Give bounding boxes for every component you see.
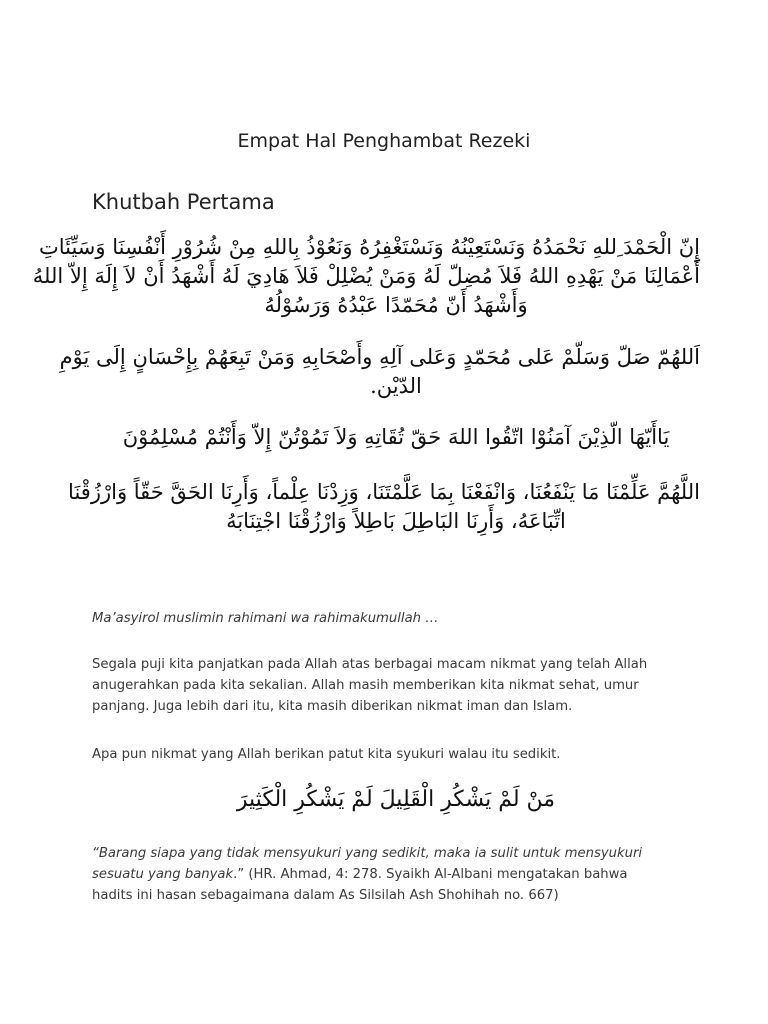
paragraph-line — [92, 843, 682, 864]
arabic-line: إِنّ الْحَمْدَ ِللهِ نَحْمَدُهُ وَنَسْتَعِيْنُهُ وَنَسْتَغْفِرُهُ وَنَعُوْذُ بِاللهِ مِنْ شُرُوْرِ أَنْفُسِنَا وَسَيِّئَاتِ — [38, 235, 700, 259]
hadith-translation-paragraph — [92, 843, 682, 906]
arabic-line: وَأَشْهَدُ أَنّ مُحَمّدًا عَبْدُهُ وَرَسُوْلُهُ — [264, 293, 528, 317]
arabic-line: اتِّبَاعَهُ، وَأَرِنَا البَاطِلَ بَاطِلاً وَارْزُقْنَا اجْتِنَابَهُ — [226, 509, 566, 533]
paragraph-line: hadits ini hasan sebagaimana dalam As Silsilah Ash Shohihah no. 667) — [92, 888, 559, 903]
arabic-line: أَعْمَالِنَا مَنْ يَهْدِهِ اللهُ فَلاَ مُضِلّ لَهُ وَمَنْ يُضْلِلْ فَلاَ هَادِيَ لَهُ أَشْهَدُ أَنْ لاَ إِلَهَ إِلاّ اللهُ — [32, 264, 700, 288]
paragraph-line: Segala puji kita panjatkan pada Allah atas berbagai macam nikmat yang telah Allah — [92, 657, 648, 672]
translation-italic-text: sesuatu yang banyak — [92, 867, 234, 882]
arabic-hadith: مَنْ لَمْ يَشْكُرِ الْقَلِيلَ لَمْ يَشْكُرِ الْكَثِيرَ — [236, 787, 556, 812]
hadith-citation: .” (HR. Ahmad, 4: 278. Syaikh Al-Albani mengatakan bahwa — [233, 867, 628, 882]
section-heading: Khutbah Pertama — [92, 190, 275, 214]
document-title: Empat Hal Penghambat Rezeki — [237, 130, 531, 152]
arabic-dua — [68, 478, 700, 536]
greeting-paragraph: Ma’asyirol muslimin rahimani wa rahimakumullah … — [92, 611, 439, 626]
arabic-opening-khutbah — [32, 233, 700, 320]
arabic-line: اَللهُمّ صَلّ وَسَلّمْ عَلى مُحَمّدٍ وَعَلى آلِهِ وأَصْحَابِهِ وَمَنْ تَبِعَهُمْ بِإِحْسَانٍ إِلَى يَوْمِ — [59, 345, 700, 369]
paragraph-line — [92, 864, 682, 885]
arabic-line: يَاأَيّهَا الّذِيْنَ آمَنُوْا اتّقُوا اللهَ حَقّ تُقَاتِهِ وَلاَ تَمُوْتُنّ إِلاّ وَأَنْتُمْ مُسْلِمُوْنَ — [122, 425, 670, 449]
paragraph-line: anugerahkan pada kita sekalian. Allah masih memberikan kita nikmat sehat, umur — [92, 678, 639, 693]
gratitude-paragraph: Apa pun nikmat yang Allah berikan patut kita syukuri walau itu sedikit. — [92, 747, 561, 762]
praise-paragraph — [92, 654, 682, 717]
translation-italic-text: “Barang siapa yang tidak mensyukuri yang sedikit, maka ia sulit untuk mensyukuri — [92, 846, 643, 861]
arabic-line: الدّيْن. — [370, 374, 422, 398]
arabic-line: اللَّهُمَّ عَلِّمْنَا مَا يَنْفَعُنَا، وَانْفَعْنَا بِمَا عَلَّمْتَنَا، وَزِدْنَا عِلْماً، وَأَرِنَا الحَقَّ حَقّاً وَارْزُقْنَا — [68, 480, 700, 504]
arabic-ayah — [92, 423, 700, 452]
arabic-salawat — [59, 343, 700, 401]
paragraph-line: panjang. Juga lebih dari itu, kita masih diberikan nikmat iman dan Islam. — [92, 699, 573, 714]
